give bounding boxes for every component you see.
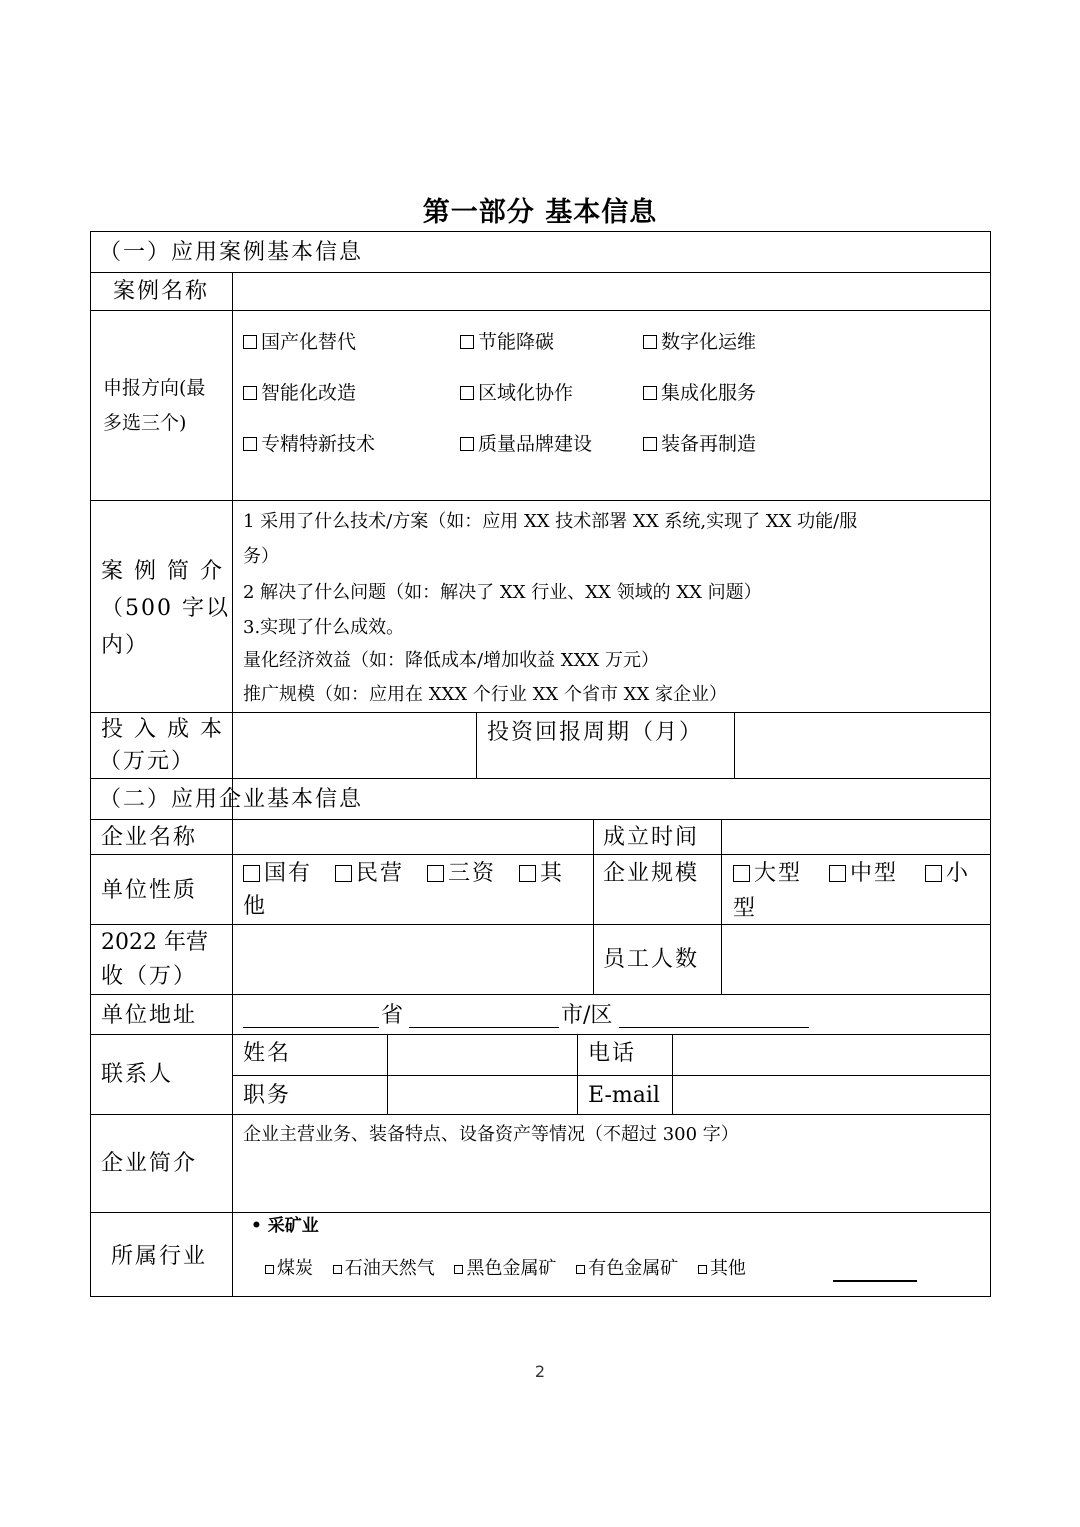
province-suffix: 省 [381, 1003, 404, 1028]
direction-option[interactable]: 国产化替代 [243, 328, 356, 357]
section1-header: （一）应用案例基本信息 [99, 240, 364, 265]
case-name-field[interactable] [233, 273, 990, 309]
nature-options-wrap: 他 [243, 894, 266, 919]
checkbox-icon[interactable] [519, 865, 536, 882]
summary-line: 1 采用了什么技术/方案（如：应用 XX 技术部署 XX 系统,实现了 XX 功能/服 [243, 511, 858, 532]
checkbox-icon[interactable] [698, 1265, 707, 1274]
direction-option[interactable]: 装备再制造 [643, 430, 756, 459]
section2-header: （二）应用企业基本信息 [99, 787, 364, 812]
page-number: 2 [534, 1362, 546, 1381]
address-label: 单位地址 [101, 1003, 198, 1028]
checkbox-icon[interactable] [243, 865, 260, 882]
summary-label-line3: 内） [101, 633, 150, 658]
direction-option[interactable]: 数字化运维 [643, 328, 756, 357]
summary-line: 务） [243, 546, 279, 567]
summary-line: 3.实现了什么成效。 [243, 617, 405, 638]
profile-label: 企业简介 [101, 1151, 198, 1176]
checkbox-icon[interactable] [243, 386, 257, 400]
industry-label: 所属行业 [111, 1244, 208, 1269]
checkbox-icon[interactable] [333, 1265, 342, 1274]
direction-option[interactable]: 智能化改造 [243, 379, 356, 408]
employees-field[interactable] [722, 925, 990, 993]
contact-phone-label: 电话 [588, 1041, 637, 1066]
scale-options-wrap: 型 [733, 896, 756, 921]
invest-cost-field[interactable] [233, 713, 475, 777]
page-title: 第一部分 基本信息 [422, 197, 658, 228]
contact-phone-field[interactable] [673, 1035, 990, 1074]
checkbox-icon[interactable] [243, 335, 257, 349]
invest-label-line2: （万元） [99, 749, 196, 774]
scale-options: 大型 中型 小 [733, 857, 970, 890]
revenue-label-line2: 收（万） [101, 964, 198, 989]
revenue-label-line1: 2022 年营 [101, 930, 208, 955]
invest-label-line1: 投 入 成 本 [101, 717, 224, 742]
checkbox-icon[interactable] [643, 335, 657, 349]
direction-option[interactable]: 节能降碳 [460, 328, 554, 357]
nature-options: 国有 民营 三资 其 [243, 857, 564, 890]
revenue-field[interactable] [233, 925, 592, 993]
checkbox-icon[interactable] [265, 1265, 274, 1274]
payback-field[interactable] [735, 713, 990, 777]
scale-label: 企业规模 [603, 861, 700, 886]
founded-label: 成立时间 [603, 825, 700, 850]
direction-label-line2: 多选三个) [103, 412, 187, 434]
checkbox-icon[interactable] [925, 865, 942, 882]
profile-hint: 企业主营业务、装备特点、设备资产等情况（不超过 300 字） [243, 1124, 739, 1145]
basic-info-form [90, 231, 991, 1297]
contact-position-field[interactable] [388, 1076, 576, 1113]
direction-option[interactable]: 质量品牌建设 [460, 430, 592, 459]
direction-option[interactable]: 区域化协作 [460, 379, 573, 408]
industry-category: • 采矿业 [251, 1216, 319, 1236]
direction-label-line1: 申报方向(最 [103, 377, 206, 399]
city-suffix: 市/区 [561, 1003, 613, 1028]
contact-email-field[interactable] [673, 1076, 990, 1113]
checkbox-icon[interactable] [576, 1265, 585, 1274]
employees-label: 员工人数 [603, 947, 700, 972]
checkbox-icon[interactable] [829, 865, 846, 882]
contact-name-field[interactable] [388, 1035, 576, 1074]
checkbox-icon[interactable] [454, 1265, 463, 1274]
contact-name-label: 姓名 [243, 1041, 292, 1066]
summary-line: 2 解决了什么问题（如：解决了 XX 行业、XX 领域的 XX 问题） [243, 582, 762, 603]
summary-line: 推广规模（如：应用在 XXX 个行业 XX 个省市 XX 家企业） [243, 684, 728, 705]
district-blank[interactable] [619, 1027, 809, 1028]
nature-label: 单位性质 [101, 878, 198, 903]
company-name-label: 企业名称 [101, 825, 198, 850]
payback-label: 投资回报周期（月） [487, 720, 704, 745]
checkbox-icon[interactable] [335, 865, 352, 882]
company-name-field[interactable] [233, 820, 592, 853]
direction-option[interactable]: 集成化服务 [643, 379, 756, 408]
direction-option[interactable]: 专精特新技术 [243, 430, 375, 459]
industry-options: 煤炭 石油天然气 黑色金属矿 有色金属矿 其他 [265, 1255, 746, 1282]
checkbox-icon[interactable] [460, 437, 474, 451]
checkbox-icon[interactable] [643, 386, 657, 400]
checkbox-icon[interactable] [243, 437, 257, 451]
checkbox-icon[interactable] [460, 335, 474, 349]
founded-field[interactable] [722, 820, 990, 853]
checkbox-icon[interactable] [643, 437, 657, 451]
summary-line: 量化经济效益（如：降低成本/增加收益 XXX 万元） [243, 650, 659, 671]
checkbox-icon[interactable] [460, 386, 474, 400]
contact-position-label: 职务 [243, 1083, 292, 1108]
checkbox-icon[interactable] [733, 865, 750, 882]
contact-label: 联系人 [101, 1062, 174, 1087]
case-name-label: 案例名称 [113, 279, 210, 304]
city-blank[interactable] [409, 1027, 559, 1028]
industry-other-blank[interactable] [833, 1280, 917, 1282]
contact-email-label: E-mail [588, 1083, 660, 1108]
summary-label-line1: 案 例 简 介 [101, 559, 224, 584]
summary-label-line2: （500 字以 [101, 596, 230, 621]
province-blank[interactable] [243, 1027, 379, 1028]
checkbox-icon[interactable] [427, 865, 444, 882]
